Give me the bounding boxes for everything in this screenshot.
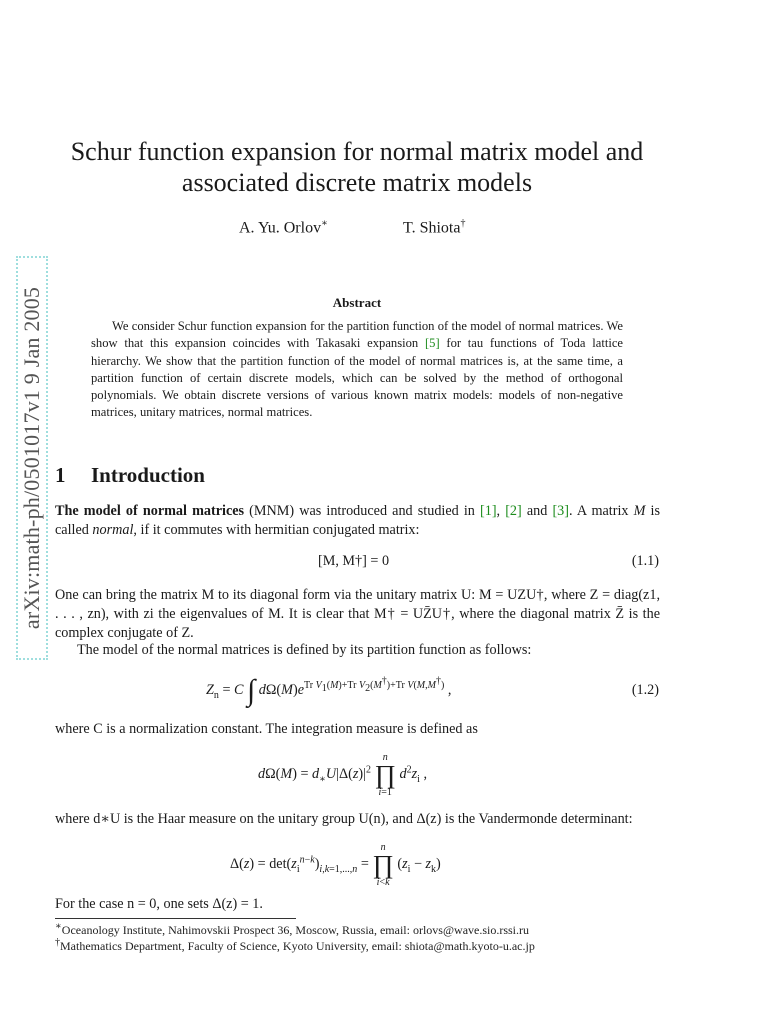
section-title: Introduction [91, 463, 205, 487]
citation-link[interactable]: [2] [505, 503, 522, 519]
title-line-2: associated discrete matrix models [181, 168, 533, 197]
section-heading [55, 463, 205, 488]
citation-link[interactable]: [3] [552, 503, 569, 519]
paper-title [0, 136, 714, 198]
author-footnote-mark: ∗ [321, 218, 328, 229]
title-line-1: Schur function expansion for normal matrix model and [70, 137, 644, 166]
equation-measure: $d\Omega(M) = d_∗U|\Delta(z)|^2$ n ∏ i=1 $d^2z_i$ , [258, 752, 427, 798]
paragraph-haar: where d∗U is the Haar measure on the unitary group U(n), and Δ(z) is the Vandermonde determinant: [55, 811, 633, 827]
footnote-shiota: †Mathematics Department, Faculty of Science, Kyoto University, email: shiota@math.kyoto-u.ac.jp [55, 937, 535, 953]
author-shiota: T. Shiota† [403, 218, 466, 237]
paragraph-partition: The model of the normal matrices is defined by its partition function as follows: [77, 642, 532, 658]
citation-link[interactable]: [5] [424, 336, 440, 351]
author-footnote-mark: † [460, 218, 466, 229]
author-orlov: A. Yu. Orlov∗ [239, 218, 328, 237]
abstract-text: We consider Schur function expansion for the partition function of the model of normal matrices. We show that this expansion coincides with Takasaki expansion [5] for tau functions of Toda lattice hierarchy. We show that the partition function of the model of normal matrices is, at the same time, a partition function of certain discrete models, which can be solved by the method of orthogonal polynomials. We obtain discrete versions of various known matrix models: models of non-negative matrices, unitary matrices, normal matrices. [91, 319, 623, 420]
footnote-orlov: ∗Oceanology Institute, Nahimovskii Prospect 36, Moscow, Russia, email: orlovs@wave.sio.rssi.ru [55, 921, 530, 937]
section-number: 1 [55, 463, 66, 487]
footnote-rule [55, 918, 296, 919]
equation-1-2: $Z_n = C$ ∫ $d\Omega(M)e^{Tr V_1(M)+Tr V_2(M^\dagger)+Tr V(M,M^\dagger)}$ , [206, 673, 452, 707]
paragraph-diagonal: One can bring the matrix M to its diagonal form via the unitary matrix U: M = UZU†, where Z = diag(z1, . . . , zn), with zi the eigenvalues of M. It is clear that M† = UZ̄U†, where the diagonal matrix Z̄ is the complex conjugate of Z. [55, 587, 660, 641]
arxiv-stamp: arXiv:math-ph/0501017v1 9 Jan 2005 [19, 286, 44, 630]
equation-number: (1.2) [631, 682, 659, 698]
paragraph-intro: The model of normal matrices (MNM) was introduced and studied in [1], [2] and [3]. A matrix M is called normal, if it commutes with hermitian conjugated matrix: [55, 503, 660, 538]
citation-link[interactable]: [1] [480, 503, 497, 519]
equation-1-1: [M, M†] = 0 [318, 553, 390, 569]
paragraph-measure: where C is a normalization constant. The integration measure is defined as [55, 721, 478, 737]
equation-number: (1.1) [631, 553, 659, 569]
abstract-heading: Abstract [332, 295, 382, 310]
paragraph-case-n0: For the case n = 0, one sets Δ(z) = 1. [55, 896, 263, 912]
equation-vandermonde: $\Delta(z) = \det(z_i^{n-k})_{i,k=1,...,n}$ = n ∏ i<k $(z_i - z_k)$ [230, 842, 441, 888]
